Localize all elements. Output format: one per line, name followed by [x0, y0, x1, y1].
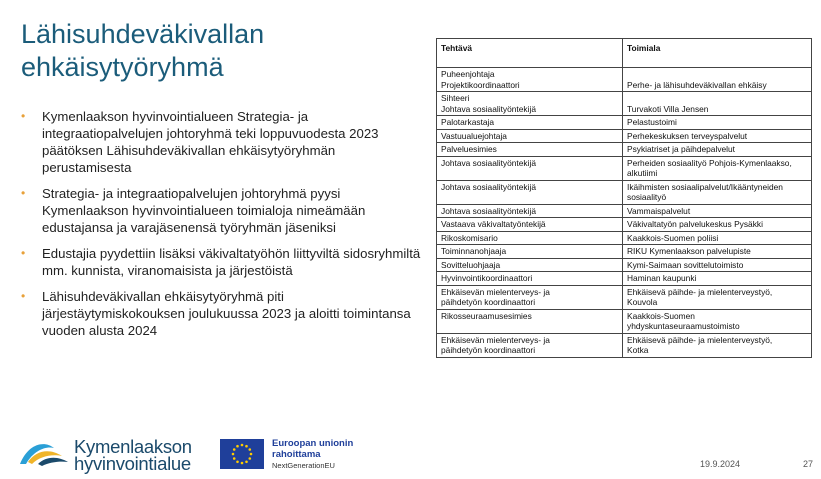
eu-star-icon: [248, 448, 251, 451]
org-cell: [623, 245, 812, 259]
cell-line: päihdetyön koordinaattori: [441, 297, 536, 307]
org-cell: [623, 285, 812, 309]
cell-line: [441, 168, 618, 179]
role-cell: [437, 116, 623, 130]
wave-logo-icon: [18, 438, 70, 468]
cell-line: Ehkäisevän mielenterveys- ja: [441, 286, 550, 297]
role-cell: [437, 129, 623, 143]
org-cell: [623, 333, 812, 357]
cell-line: Väkivaltatyön palvelukeskus Pysäkki: [627, 219, 763, 229]
logo-text-line-2: hyvinvointialue: [74, 453, 191, 474]
eu-text-line-2: rahoittama: [272, 449, 321, 460]
role-cell: [437, 309, 623, 333]
bullet-text: Lähisuhdeväkivallan ehkäisytyöryhmä piti järjestäytymiskokouksen joulukuussa 2023 ja aloitti toimintansa vuoden alusta 2024: [42, 289, 411, 338]
role-cell: [437, 333, 623, 357]
eu-star-icon: [245, 460, 248, 463]
bullet-marker: •: [21, 109, 26, 123]
eu-star-icon: [248, 457, 251, 460]
eu-text-line-3: NextGenerationEU: [272, 461, 335, 470]
org-cell: [623, 68, 812, 92]
org-cell: [623, 143, 812, 157]
org-cell: [623, 218, 812, 232]
cell-line: Ikäihmisten sosiaalipalvelut/Ikääntyneiden: [627, 181, 783, 192]
cell-line: Haminan kaupunki: [627, 273, 697, 283]
bullet-item: [21, 245, 421, 279]
table-row: [437, 258, 812, 272]
cell-line: Ehkäisevä päihde- ja mielenterveystyö,: [627, 286, 773, 297]
cell-line: Kotka: [627, 345, 649, 355]
role-cell: [437, 156, 623, 180]
bullet-marker: •: [21, 289, 26, 303]
role-cell: [437, 143, 623, 157]
table-row: [437, 68, 812, 92]
role-cell: [437, 258, 623, 272]
bullet-marker: •: [21, 246, 26, 260]
cell-line: Kouvola: [627, 297, 658, 307]
table-row: [437, 92, 812, 116]
cell-line: Turvakoti Villa Jensen: [627, 103, 709, 114]
cell-line: [627, 93, 807, 104]
cell-line: Toiminnanohjaaja: [441, 246, 507, 256]
eu-star-icon: [236, 460, 239, 463]
cell-line: Projektikoordinaattori: [441, 79, 520, 90]
cell-line: RIKU Kymenlaakson palvelupiste: [627, 246, 751, 256]
table-row: [437, 285, 812, 309]
table-row: [437, 156, 812, 180]
role-cell: [437, 231, 623, 245]
org-cell: [623, 204, 812, 218]
org-cell: [623, 180, 812, 204]
table-row: [437, 204, 812, 218]
role-cell: [437, 245, 623, 259]
cell-line: yhdyskuntaseuraamustoimisto: [627, 321, 740, 331]
eu-star-icon: [232, 453, 235, 456]
eu-star-icon: [250, 453, 253, 456]
footer-date: 19.9.2024: [700, 459, 741, 469]
table-row: [437, 129, 812, 143]
org-cell: [623, 309, 812, 333]
org-cell: [623, 272, 812, 286]
eu-star-icon: [245, 445, 248, 448]
cell-line: Kymi-Saimaan sovittelutoimisto: [627, 259, 744, 270]
bullet-text: Kymenlaakson hyvinvointialueen Strategia- ja integraatiopalvelujen johtoryhmä teki loppuvuodesta 2023 päätöksen Lähisuhdeväkivallan ehkäisytyöryhmän perustamisesta: [42, 109, 379, 175]
eu-star-icon: [241, 462, 244, 465]
cell-line: [441, 192, 618, 203]
role-cell: [437, 68, 623, 92]
org-cell: [623, 231, 812, 245]
table-body: [437, 68, 812, 358]
cell-line: Ehkäisevä päihde- ja mielenterveystyö,: [627, 334, 773, 345]
members-table-wrap: [436, 38, 811, 358]
cell-line: [627, 69, 807, 80]
role-cell: [437, 180, 623, 204]
slide-title: [21, 18, 401, 84]
cell-line: Perhe- ja lähisuhdeväkivallan ehkäisy: [627, 79, 767, 90]
cell-line: Perheiden sosiaalityö Pohjois-Kymenlaakso,: [627, 157, 792, 168]
eu-star-icon: [236, 445, 239, 448]
table-header-row: [437, 39, 812, 68]
cell-line: Vastaava väkivaltatyöntekijä: [441, 219, 546, 229]
cell-line: Psykiatriset ja päihdepalvelut: [627, 144, 736, 154]
bullet-text: Edustajia pyydettiin lisäksi väkivaltatyöhön liittyviltä sidosryhmiltä mm. kunnista, viranomaisista ja järjestöistä: [42, 246, 421, 278]
org-cell: [623, 156, 812, 180]
kymenlaakso-logo: [18, 436, 218, 474]
cell-line: Perhekeskuksen terveyspalvelut: [627, 130, 748, 141]
bullet-item: [21, 185, 421, 236]
role-cell: [437, 92, 623, 116]
org-cell: [623, 258, 812, 272]
role-cell: [437, 218, 623, 232]
cell-line: Pelastustoimi: [627, 117, 677, 127]
role-cell: [437, 272, 623, 286]
cell-line: Vastuualuejohtaja: [441, 130, 507, 141]
org-cell: [623, 129, 812, 143]
cell-line: Johtava sosiaalityöntekijä: [441, 181, 536, 192]
cell-line: Palotarkastaja: [441, 117, 495, 127]
page-number: 27: [803, 459, 814, 469]
title-line-1: Lähisuhdeväkivallan: [21, 19, 265, 49]
cell-line: Rikosseuraamusesimies: [441, 310, 532, 321]
cell-line: sosiaalityö: [627, 192, 667, 202]
org-cell: [623, 92, 812, 116]
cell-line: [441, 321, 618, 332]
cell-line: Johtava sosiaalityöntekijä: [441, 205, 536, 216]
cell-line: Sovitteluohjaaja: [441, 259, 501, 270]
eu-star-icon: [233, 457, 236, 460]
eu-star-icon: [241, 444, 244, 447]
members-table: [436, 38, 812, 358]
table-row: [437, 309, 812, 333]
role-cell: [437, 204, 623, 218]
eu-funding-logo: [220, 437, 360, 475]
cell-line: Hyvinvointikoordinaattori: [441, 273, 533, 283]
table-row: [437, 143, 812, 157]
cell-line: Rikoskomisario: [441, 232, 498, 243]
cell-line: Vammaispalvelut: [627, 205, 691, 216]
title-line-2: ehkäisytyöryhmä: [21, 52, 224, 82]
bullet-item: [21, 288, 421, 339]
cell-line: Ehkäisevän mielenterveys- ja: [441, 334, 550, 345]
bullet-list: [21, 108, 421, 348]
cell-line: alkutiimi: [627, 168, 658, 178]
table-row: [437, 231, 812, 245]
table-row: [437, 333, 812, 357]
bullet-marker: •: [21, 186, 26, 200]
cell-line: Sihteeri: [441, 93, 470, 103]
table-row: [437, 272, 812, 286]
table-row: [437, 180, 812, 204]
cell-line: Palveluesimies: [441, 144, 497, 154]
table-row: [437, 245, 812, 259]
table-row: [437, 218, 812, 232]
eu-flag-icon: [220, 439, 264, 469]
role-cell: [437, 285, 623, 309]
bullet-item: [21, 108, 421, 176]
cell-line: Puheenjohtaja: [441, 69, 495, 79]
logo-text-line-1: Kymenlaakson: [74, 436, 192, 457]
eu-star-icon: [233, 448, 236, 451]
eu-text-line-1: Euroopan unionin: [272, 438, 354, 449]
cell-line: Johtava sosiaalityöntekijä: [441, 157, 536, 168]
cell-line: Johtava sosiaalityöntekijä: [441, 103, 536, 114]
cell-line: päihdetyön koordinaattori: [441, 345, 536, 355]
bullet-text: Strategia- ja integraatiopalvelujen johtoryhmä pyysi Kymenlaakson hyvinvointialueen toimialoja nimeämään edustajansa ja varajäsenensä työryhmän jäseniksi: [42, 186, 366, 235]
org-cell: [623, 116, 812, 130]
cell-line: Kaakkois-Suomen poliisi: [627, 232, 719, 243]
header-org: Toimiala: [623, 39, 812, 68]
header-role: Tehtävä: [437, 39, 623, 68]
cell-line: Kaakkois-Suomen: [627, 310, 695, 321]
table-row: [437, 116, 812, 130]
